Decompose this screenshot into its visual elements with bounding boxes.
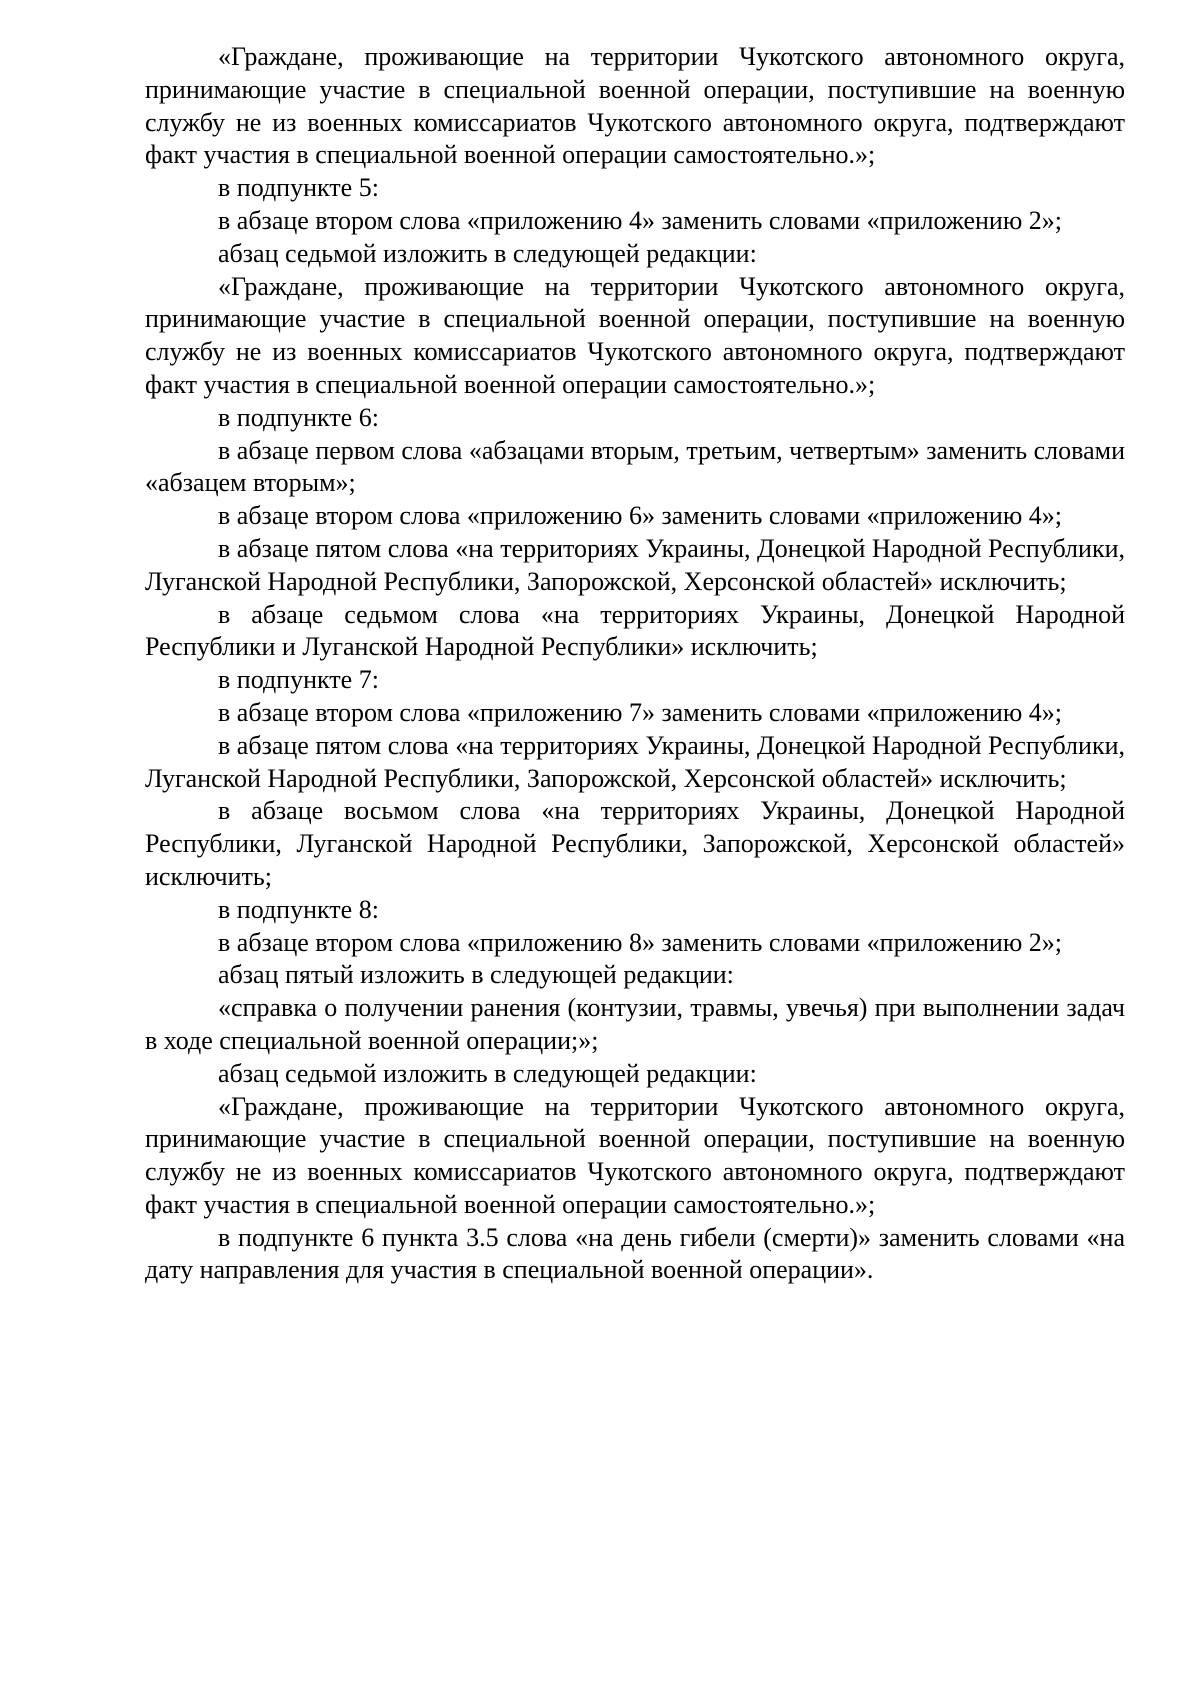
paragraph-17: абзац пятый изложить в следующей редакции:	[218, 960, 734, 990]
paragraph-5: «Граждане, проживающие на территории Чукотского автономного округа, принимающие участие в специальной военной операции, поступившие на военную службу не из военных комиссариатов Чукотского автономного округа, подтверждают факт участия в специальной военной операции самостоятельно.»;	[145, 271, 1125, 399]
paragraph-20: «Граждане, проживающие на территории Чукотского автономного округа, принимающие участие в специальной военной операции, поступившие на военную службу не из военных комиссариатов Чукотского автономного округа, подтверждают факт участия в специальной военной операции самостоятельно.»;	[145, 1091, 1125, 1219]
paragraph-6: в подпункте 6:	[218, 402, 379, 432]
paragraph-19: абзац седьмой изложить в следующей редакции:	[218, 1058, 757, 1088]
paragraph-9: в абзаце пятом слова «на территориях Украины, Донецкой Народной Республики, Луганской Народной Республики, Запорожской, Херсонской областей» исключить;	[145, 533, 1125, 596]
paragraph-7: в абзаце первом слова «абзацами вторым, третьим, четвертым» заменить словами «абзацем вторым»;	[145, 435, 1125, 498]
paragraph-18: «справка о получении ранения (контузии, травмы, увечья) при выполнении задач в ходе специальной военной операции;»;	[145, 993, 1125, 1055]
paragraph-14: в абзаце восьмом слова «на территориях Украины, Донецкой Народной Республики, Луганской Народной Республики, Запорожской, Херсонской областей» исключить;	[145, 796, 1125, 891]
paragraph-3: в абзаце втором слова «приложению 4» заменить словами «приложению 2»;	[218, 205, 1062, 235]
paragraph-10: в абзаце седьмом слова «на территориях Украины, Донецкой Народной Республики и Луганской Народной Республики» исключить;	[145, 599, 1125, 662]
paragraph-15: в подпункте 8:	[218, 894, 379, 924]
paragraph-21: в подпункте 6 пункта 3.5 слова «на день гибели (смерти)» заменить словами «на дату направления для участия в специальной военной операции».	[145, 1222, 1125, 1285]
paragraph-8: в абзаце втором слова «приложению 6» заменить словами «приложению 4»;	[218, 501, 1062, 531]
paragraph-16: в абзаце втором слова «приложению 8» заменить словами «приложению 2»;	[218, 927, 1062, 957]
paragraph-12: в абзаце втором слова «приложению 7» заменить словами «приложению 4»;	[218, 697, 1062, 727]
paragraph-4: абзац седьмой изложить в следующей редакции:	[218, 238, 757, 268]
paragraph-1: «Граждане, проживающие на территории Чукотского автономного округа, принимающие участие в специальной военной операции, поступившие на военную службу не из военных комиссариатов Чукотского автономного округа, подтверждают факт участия в специальной военной операции самостоятельно.»;	[145, 42, 1125, 170]
paragraph-11: в подпункте 7:	[218, 665, 379, 695]
document-page	[145, 41, 1125, 1287]
paragraph-13: в абзаце пятом слова «на территориях Украины, Донецкой Народной Республики, Луганской Народной Республики, Запорожской, Херсонской областей» исключить;	[145, 730, 1125, 793]
paragraph-2: в подпункте 5:	[218, 173, 379, 203]
